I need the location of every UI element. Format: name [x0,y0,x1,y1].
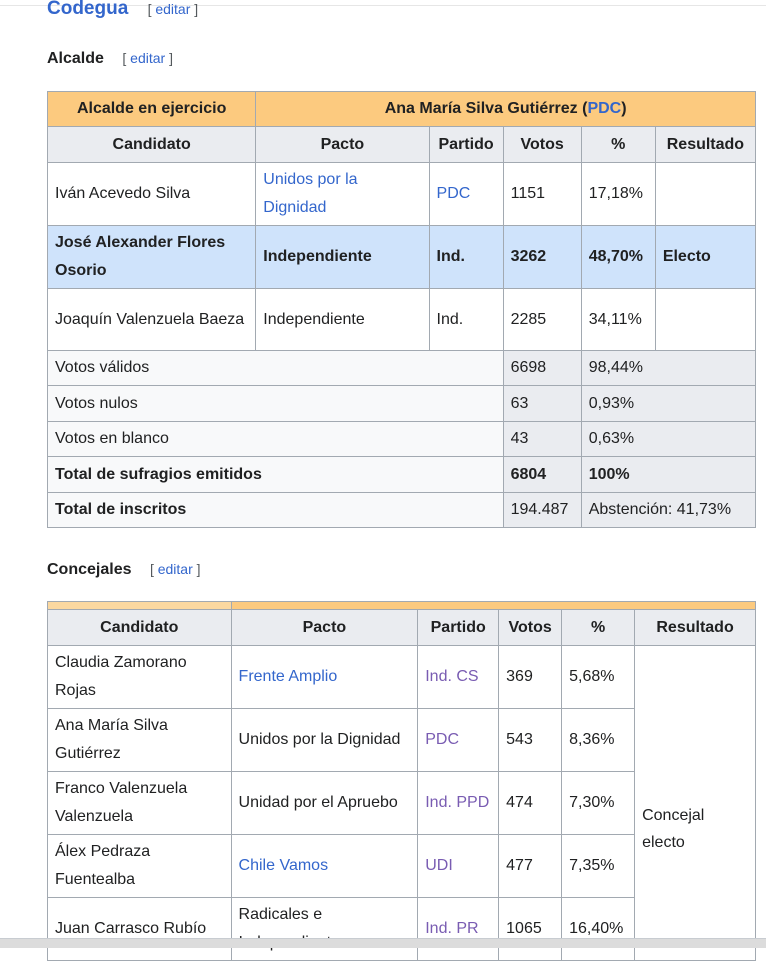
concejales-table [47,601,756,961]
pct-cell: 7,30% [562,772,635,835]
resultado-cell [655,289,755,351]
table-row [48,163,756,226]
summary-row-inscritos [48,493,756,528]
incumbent-party-link[interactable]: PDC [587,100,622,117]
pct-cell: 8,36% [562,709,635,772]
summary-label: Votos en blanco [48,422,504,457]
partido-link[interactable]: PDC [418,709,499,772]
votos-cell: 474 [499,772,562,835]
votos-cell: 369 [499,646,562,709]
summary-pct: 100% [581,457,755,493]
partido-link[interactable]: UDI [418,835,499,898]
header-candidato: Candidato [48,610,232,646]
alcalde-title: Alcalde [47,50,104,67]
summary-votos: 63 [503,386,581,422]
summary-votos: 6698 [503,351,581,386]
section-edit-link[interactable]: editar [155,1,191,17]
section-title: Codegua [47,0,129,19]
resultado-cell [655,163,755,226]
table-row [48,289,756,351]
incumbent-label: Alcalde en ejercicio [48,92,256,127]
header-pacto: Pacto [256,127,429,163]
alcalde-edit: [ editar ] [122,50,173,66]
header-candidato: Candidato [48,127,256,163]
color-strip-left [48,602,232,610]
pacto-cell: Independiente [256,289,429,351]
candidato-cell: Iván Acevedo Silva [48,163,256,226]
pct-cell: 17,18% [581,163,655,226]
pacto-cell: Independiente [256,226,429,289]
resultado-cell: Concejal electo [635,646,756,961]
pct-cell: 48,70% [581,226,655,289]
summary-pct: 98,44% [581,351,755,386]
alcalde-heading [47,50,173,68]
partido-link[interactable]: Ind. PPD [418,772,499,835]
summary-label: Total de sufragios emitidos [48,457,504,493]
summary-row-total [48,457,756,493]
header-partido: Partido [429,127,503,163]
header-votos: Votos [503,127,581,163]
summary-row [48,386,756,422]
incumbent-cell: Ana María Silva Gutiérrez (PDC) [256,92,756,127]
alcalde-table [47,91,756,528]
summary-row [48,422,756,457]
header-votos: Votos [499,610,562,646]
candidato-cell: José Alexander Flores Osorio [48,226,256,289]
color-strip-right [231,602,755,610]
alcalde-edit-link[interactable]: editar [130,50,166,66]
section-edit: [ editar ] [147,1,199,17]
votos-cell: 477 [499,835,562,898]
partido-link[interactable]: Ind. CS [418,646,499,709]
summary-pct: 0,93% [581,386,755,422]
partido-link[interactable]: Ind. PR [418,898,499,961]
header-partido: Partido [418,610,499,646]
candidato-cell: Joaquín Valenzuela Baeza [48,289,256,351]
summary-label: Total de inscritos [48,493,504,528]
summary-pct: 0,63% [581,422,755,457]
header-resultado: Resultado [635,610,756,646]
resultado-cell: Electo [655,226,755,289]
partido-link[interactable]: PDC [429,163,503,226]
candidato-cell: Álex Pedraza Fuentealba [48,835,232,898]
votos-cell: 543 [499,709,562,772]
pacto-link[interactable]: Chile Vamos [231,835,418,898]
concejales-title: Concejales [47,561,132,578]
concejales-heading [47,561,201,579]
summary-votos: 43 [503,422,581,457]
candidato-cell: Franco Valenzuela Valenzuela [48,772,232,835]
section-heading [47,0,198,20]
votos-cell: 1065 [499,898,562,961]
pct-cell: 5,68% [562,646,635,709]
summary-pct: Abstención: 41,73% [581,493,755,528]
votos-cell: 1151 [503,163,581,226]
header-pacto: Pacto [231,610,418,646]
header-resultado: Resultado [655,127,755,163]
pacto-cell: Unidos por la Dignidad [231,709,418,772]
summary-votos: 6804 [503,457,581,493]
header-pct: % [562,610,635,646]
pct-cell: 34,11% [581,289,655,351]
pacto-cell: Unidad por el Apruebo [231,772,418,835]
candidato-cell: Ana María Silva Gutiérrez [48,709,232,772]
pct-cell: 16,40% [562,898,635,961]
votos-cell: 2285 [503,289,581,351]
partido-cell: Ind. [429,289,503,351]
pacto-link[interactable]: Frente Amplio [231,646,418,709]
candidato-cell: Claudia Zamorano Rojas [48,646,232,709]
concejales-edit: [ editar ] [149,561,201,577]
summary-votos: 194.487 [503,493,581,528]
table-row [48,646,756,709]
pacto-link[interactable]: Unidos por la Dignidad [256,163,429,226]
summary-row [48,351,756,386]
pacto-cell: Radicales e [231,898,418,961]
summary-label: Votos válidos [48,351,504,386]
votos-cell: 3262 [503,226,581,289]
concejales-edit-link[interactable]: editar [157,561,193,577]
summary-label: Votos nulos [48,386,504,422]
candidato-cell: Juan Carrasco Rubío [48,898,232,961]
table-row-winner [48,226,756,289]
pct-cell: 7,35% [562,835,635,898]
header-pct: % [581,127,655,163]
partido-cell: Ind. [429,226,503,289]
incumbent-name: Ana María Silva Gutiérrez [384,100,578,117]
